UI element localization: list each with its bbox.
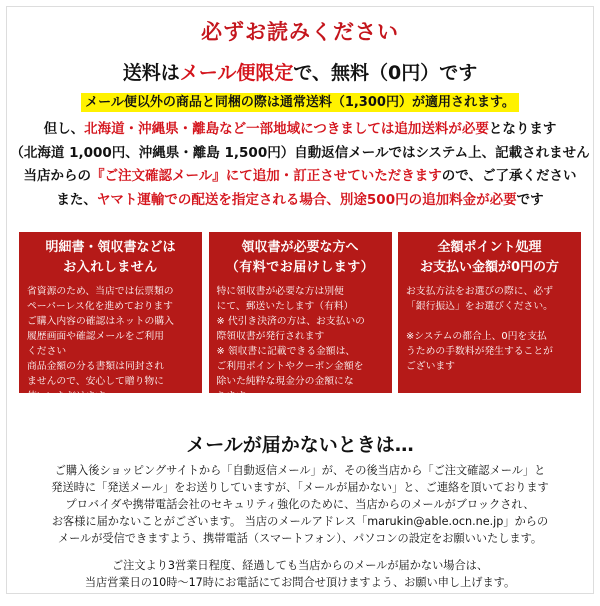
paragraph-line: ご購入後ショッピングサイトから「自動返信メール」が、その後当店から「ご注文確認メール」と [54, 464, 546, 477]
notice-page [6, 6, 594, 594]
box-body-line: にて、郵送いたします（有料） [216, 301, 354, 312]
box-title [217, 238, 384, 278]
note-text: となります [488, 121, 557, 137]
paragraph-line: お客様に届かないことがございます。 当店のメールアドレス「marukin@able.ocn.ne.jp」からの [51, 515, 549, 528]
box-title-line1: 領収書が必要な方へ [241, 240, 359, 255]
box-body-line: ませんので、安心して贈り物に [27, 376, 164, 387]
info-boxes [19, 232, 581, 402]
note-text: 当店からの [23, 168, 92, 185]
mail-paragraph-1 [7, 462, 593, 547]
note-line [7, 165, 593, 189]
mail-section-title: メールが届かないときは… [186, 434, 414, 456]
box-body-line: 「銀行振込」をお選びください。 [406, 301, 553, 312]
full-point-payment-box [398, 232, 581, 393]
paragraph-line: ご注文より3営業日程度、経過しても当店からのメールが届かない場合は、 [111, 559, 489, 572]
box-title [27, 238, 194, 278]
box-body-line: 除いた純粋な現金分の金額にな [216, 376, 354, 387]
box-body-line: ペーパーレス化を進めております [27, 301, 173, 312]
receipt-not-included-box [19, 232, 202, 402]
box-body-line: ください [27, 346, 67, 357]
box-title-line1: 全額ポイント処理 [437, 240, 542, 255]
note-text: 但し、 [43, 121, 85, 137]
receipt-request-box [209, 232, 392, 402]
note-line [7, 118, 593, 142]
note-text-red: ヤマト運輸での配送を指定される場合、別途500円の追加料金が必要 [96, 191, 517, 208]
box-title [406, 238, 573, 278]
paragraph-line: 当店営業日の10時〜17時にお電話にてお問合せ頂けますよう、お願い申し上げます。 [84, 576, 516, 589]
box-body-line: 履歴画面や確認メールをご利用 [27, 331, 164, 342]
box-body-line: ※ 代引き決済の方は、お支払いの [216, 316, 365, 327]
box-body [217, 284, 384, 404]
note-line [7, 189, 593, 213]
note-text: （北海道 1,000円、沖縄県・離島 1,500円）自動返信メールではシステム上、記載されません [10, 144, 590, 161]
box-body-line: ご利用ポイントやクーポン金額を [216, 361, 364, 372]
note-line [7, 142, 593, 166]
box-body [27, 284, 194, 404]
note-text-red: 北海道・沖縄県・離島など一部地域につきましては追加送料が必要 [84, 121, 489, 137]
note-text: また、 [56, 191, 97, 208]
highlight-line [7, 91, 593, 110]
paragraph-line: メールが受信できますよう、携帯電話（スマートフォン）、パソコンの設定をお願いいたします。 [57, 532, 543, 545]
mail-paragraph-2 [7, 557, 593, 591]
box-body-line: 特に領収書が必要な方は別便 [216, 286, 344, 297]
box-body-line: うための手数料が発生することが [406, 346, 553, 357]
box-title-line2: お支払い金額が0円の方 [419, 260, 560, 275]
box-title-line2: お入れしません [63, 260, 158, 275]
note-text: です [516, 191, 544, 208]
box-title-line1: 明細書・領収書などは [45, 240, 176, 255]
page-title: 必ずお読みください [201, 20, 399, 44]
paragraph-line: 発送時に「発送メール」をお送りしていますが、「メールが届かない」と、ご連絡を頂いております [51, 481, 549, 494]
box-body-line: ※システムの都合上、0円を支払 [406, 331, 547, 342]
box-body-line [406, 314, 573, 329]
highlight-notice: メール便以外の商品と同梱の際は通常送料（1,300円）が適用されます。 [81, 93, 519, 112]
box-body [406, 284, 573, 374]
box-body-line: ります [216, 391, 246, 402]
box-body-line: ※ 領収書に記載できる金額は、 [216, 346, 356, 357]
shipping-prefix: 送料は [122, 62, 180, 84]
box-title-line2: （有料でお届けします） [225, 260, 375, 275]
note-text-red: 『ご注文確認メール』にて追加・訂正させていただきます [91, 168, 442, 185]
paragraph-line: プロバイダや携帯電話会社のセキュリティ強化のために、当店からのメールがブロックされ、 [65, 498, 535, 511]
box-body-line: 商品金額の分る書類は同封され [27, 361, 165, 372]
additional-notes [7, 118, 593, 212]
box-body-line: お支払方法をお選びの際に、必ず [406, 286, 553, 297]
box-body-line: 際領収書が発行されます [216, 331, 325, 342]
box-body-line: 省資源のため、当店では伝票類の [27, 286, 174, 297]
shipping-heading [7, 58, 593, 85]
box-body-line: ご購入内容の確認はネットの購入 [27, 316, 174, 327]
note-text: ので、ご了承ください [441, 168, 577, 185]
box-body-line: ございます [406, 361, 455, 372]
shipping-emphasis: メール便限定 [179, 62, 294, 84]
shipping-suffix: で、無料（0円）です [293, 62, 478, 84]
box-body-line: 使いいただけます [27, 391, 106, 402]
